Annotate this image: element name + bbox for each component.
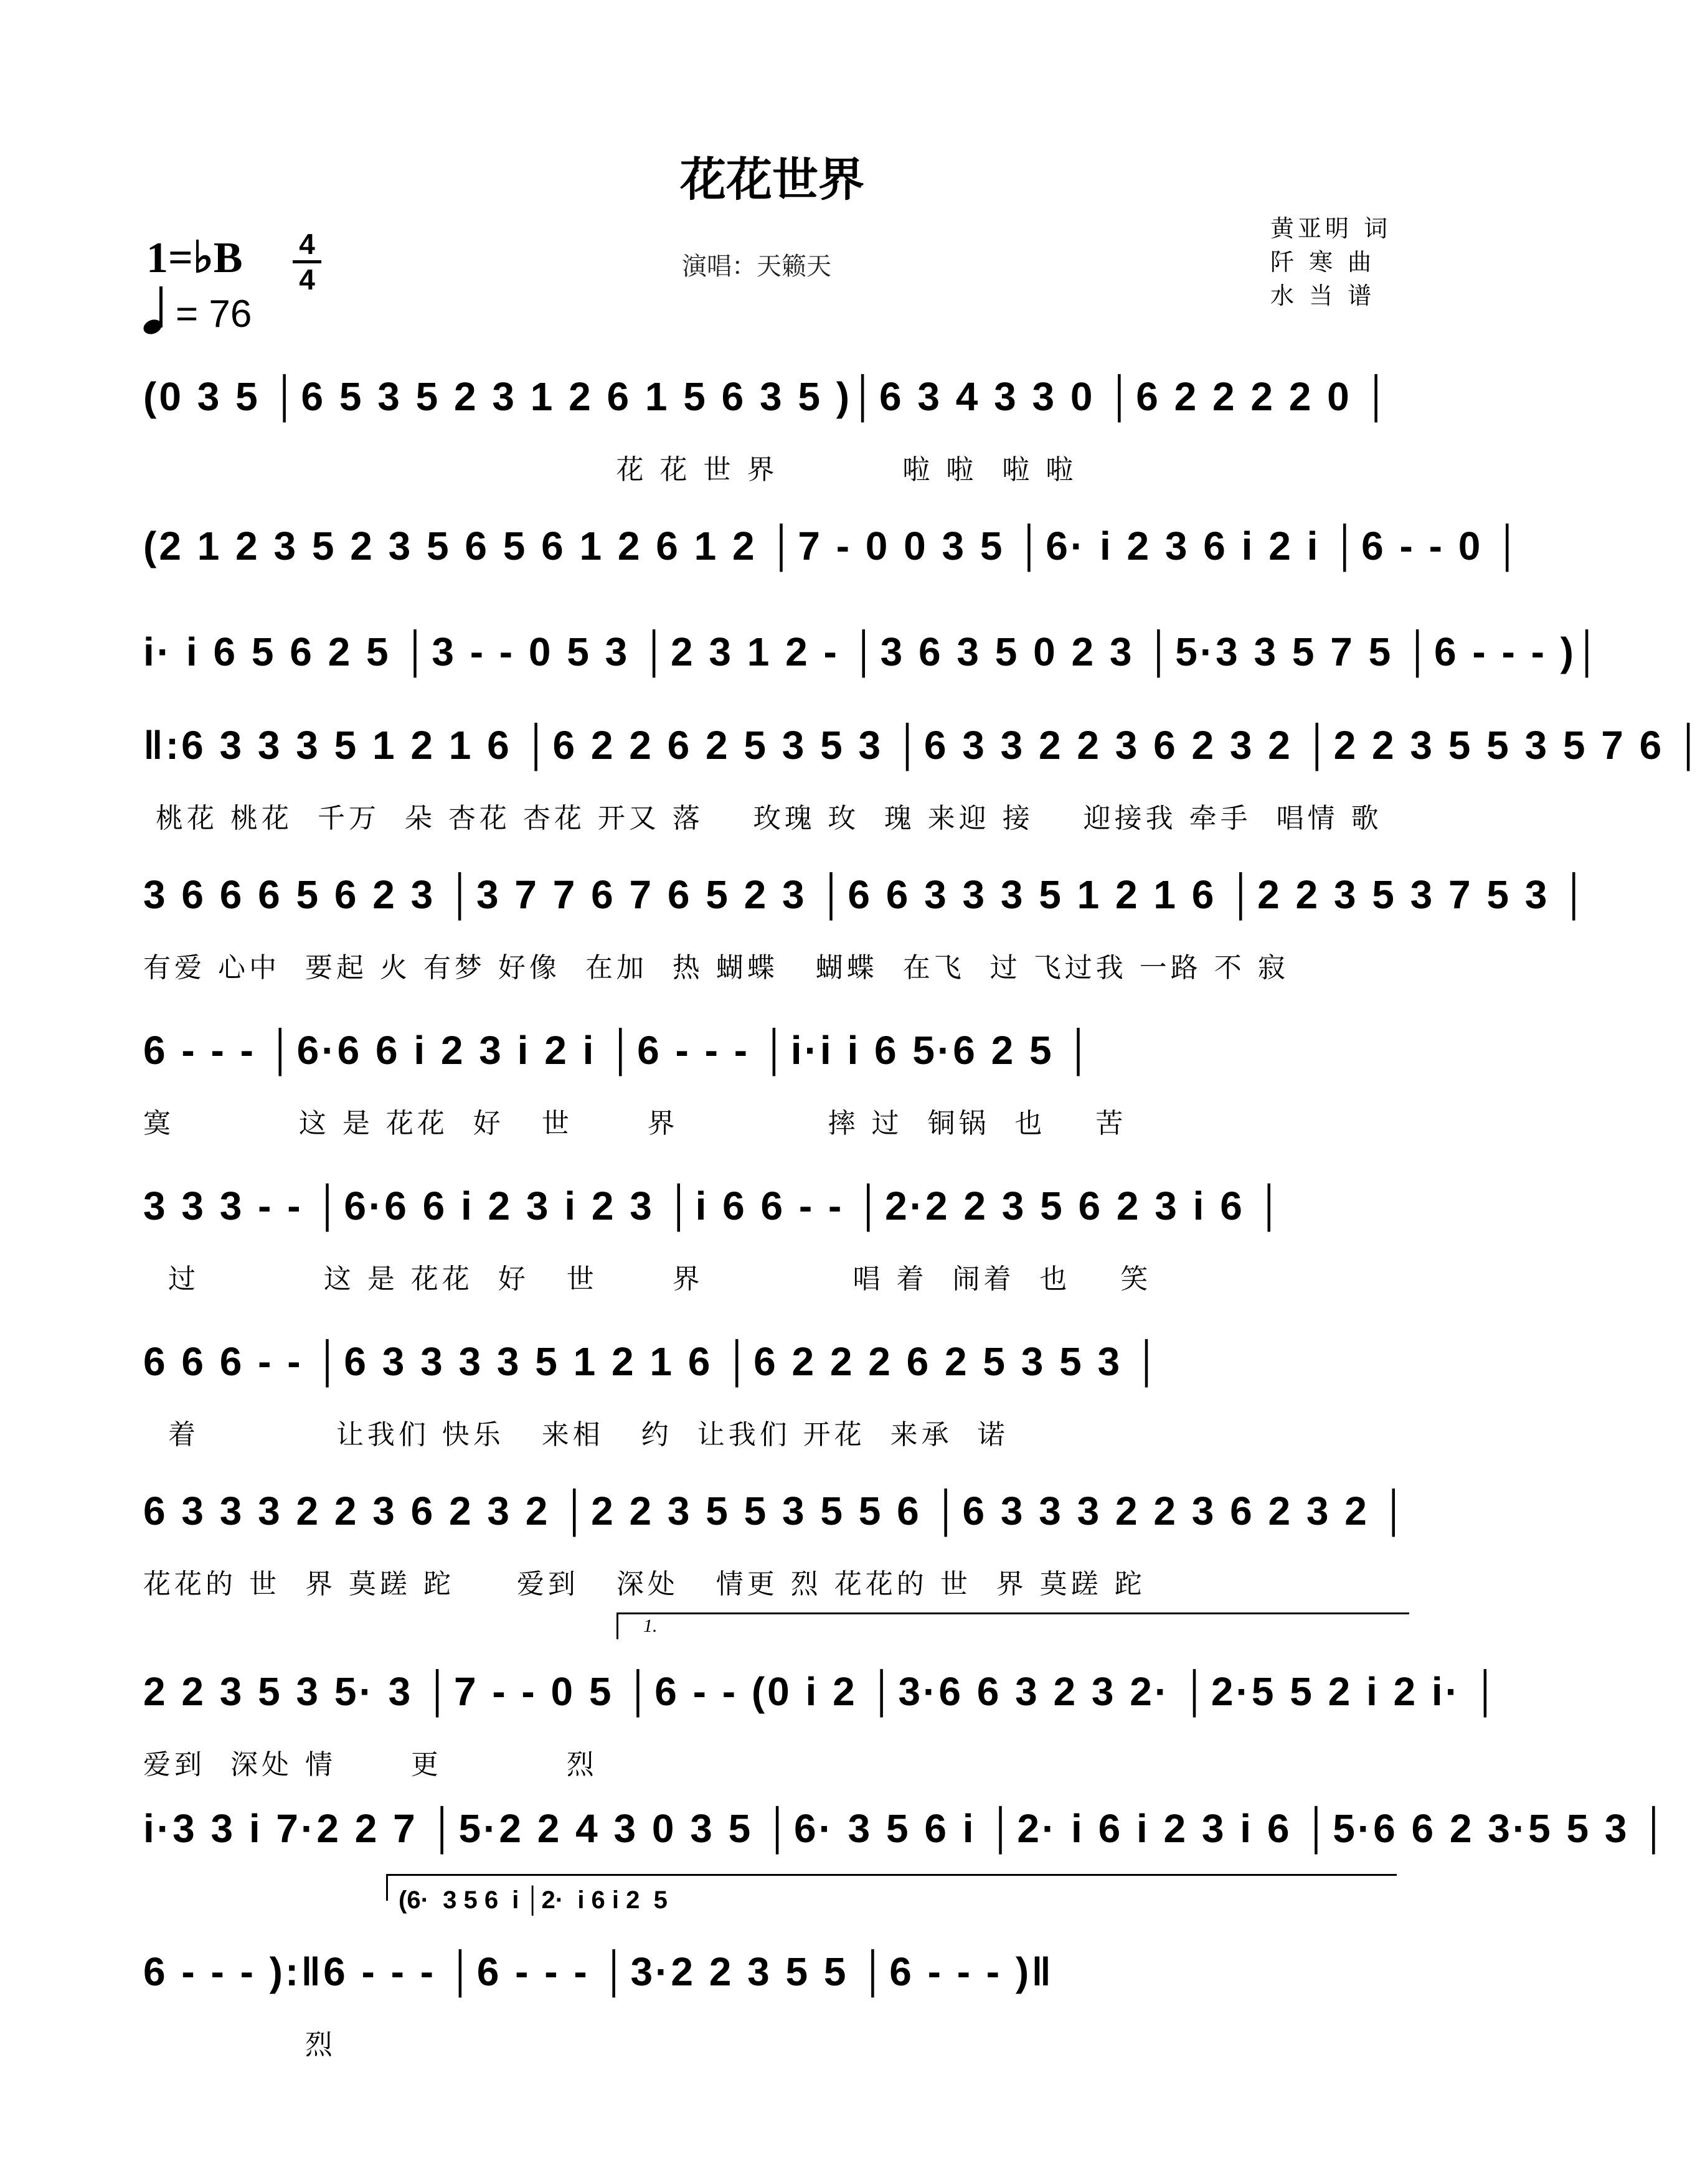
lyrics-line: 爱到 深处 情 更 烈: [143, 1749, 598, 1781]
tempo-value: = 76: [176, 293, 252, 336]
notation-line: 6 3 3 3 2 2 3 6 2 3 2 │2 2 3 5 5 3 5 5 6 │6 3 3 3 2 2 3 6 2 3 2 │: [143, 1489, 1410, 1533]
lyrics-line: 桃花 桃花 千万 朵 杏花 杏花 开又 落 玫瑰 玫 瑰 来迎 接 迎接我 牵手 唱情 歌: [143, 803, 1382, 834]
first-ending-bracket: [616, 1612, 1409, 1639]
lyrics-line: 过 这 是 花花 好 世 界 唱 着 闹着 也 笑: [143, 1263, 1152, 1295]
lyricist-credit: 黄亚明 词: [1270, 215, 1392, 242]
notation-line: (2 1 2 3 5 2 3 5 6 5 6 1 2 6 1 2 │7 - 0 0 3 5 │6· i 2 3 6 i 2 i │6 - - 0 │: [143, 524, 1524, 568]
quarter-note-icon: [143, 286, 168, 336]
notation-line: ‖:6 3 3 3 5 1 2 1 6 │6 2 2 6 2 5 3 5 3 │6 3 3 2 2 3 6 2 3 2 │2 2 3 5 5 3 5 7 6 │: [143, 723, 1705, 768]
lyrics-line: 烈: [143, 2029, 336, 2061]
page-title: 花花世界: [680, 153, 864, 207]
time-denominator: 4: [299, 263, 315, 296]
key-signature: 1=♭B: [146, 234, 243, 282]
lyrics-line: 有爱 心中 要起 火 有梦 好像 在加 热 蝴蝶 蝴蝶 在飞 过 飞过我 一路 不 寂: [143, 952, 1289, 984]
notation-line: i·3 3 i 7·2 2 7 │5·2 2 4 3 0 3 5 │6· 3 5 6 i │2· i 6 i 2 3 i 6 │5·6 6 2 3·5 5 3 │: [143, 1806, 1671, 1851]
notation-line: 3 3 3 - - │6·6 6 i 2 3 i 2 3 │i 6 6 - - │2·2 2 3 5 6 2 3 i 6 │: [143, 1184, 1286, 1228]
first-ending-label: 1.: [643, 1616, 658, 1636]
notation-line: i· i 6 5 6 2 5 │3 - - 0 5 3 │2 3 1 2 - │3 6 3 5 0 2 3 │5·3 3 5 7 5 │6 - - - )│: [143, 629, 1603, 674]
notation-line: 2 2 3 5 3 5· 3 │7 - - 0 5 │6 - - (0 i 2 │3·6 6 3 2 3 2· │2·5 5 2 i 2 i· │: [143, 1669, 1502, 1714]
tempo-marking: [143, 286, 252, 336]
notation-line: 6 6 6 - - │6 3 3 3 3 5 1 2 1 6 │6 2 2 2 6 2 5 3 5 3 │: [143, 1339, 1163, 1384]
composer-credit: 阡 寒 曲: [1270, 248, 1376, 276]
notation-line: 3 6 6 6 5 6 2 3 │3 7 7 6 7 6 5 2 3 │6 6 3 3 3 5 1 2 1 6 │2 2 3 5 3 7 5 3 │: [143, 872, 1591, 917]
cue-notes: (6· 3 5 6 i │2· i 6 i 2 5: [399, 1886, 668, 1914]
lyrics-line: 花 花 世 界 啦 啦 啦 啦: [143, 454, 1077, 486]
lyrics-line: 寞 这 是 花花 好 世 界 摔 过 铜锅 也 苦: [143, 1108, 1127, 1139]
lyrics-line: 着 让我们 快乐 来相 约 让我们 开花 来承 诺: [143, 1419, 1009, 1451]
notation-line: 6 - - - │6·6 6 i 2 3 i 2 i │6 - - - │i·i i 6 5·6 2 5 │: [143, 1028, 1095, 1073]
notation-line: (0 3 5 │6 5 3 5 2 3 1 2 6 1 5 6 3 5 )│6 3 4 3 3 0 │6 2 2 2 2 0 │: [143, 374, 1393, 419]
time-signature: [293, 229, 321, 294]
transcriber-credit: 水 当 谱: [1270, 282, 1376, 309]
credits-block: [1270, 212, 1391, 313]
time-numerator: 4: [299, 228, 315, 260]
notation-line: 6 - - - ):‖6 - - - │6 - - - │3·2 2 3 5 5 │6 - - - )‖: [143, 1949, 1054, 1994]
singer-credit: 演唱：天籁天: [682, 252, 831, 281]
lyrics-line: 花花的 世 界 莫蹉 跎 爱到 深处 情更 烈 花花的 世 界 莫蹉 跎: [143, 1568, 1146, 1600]
